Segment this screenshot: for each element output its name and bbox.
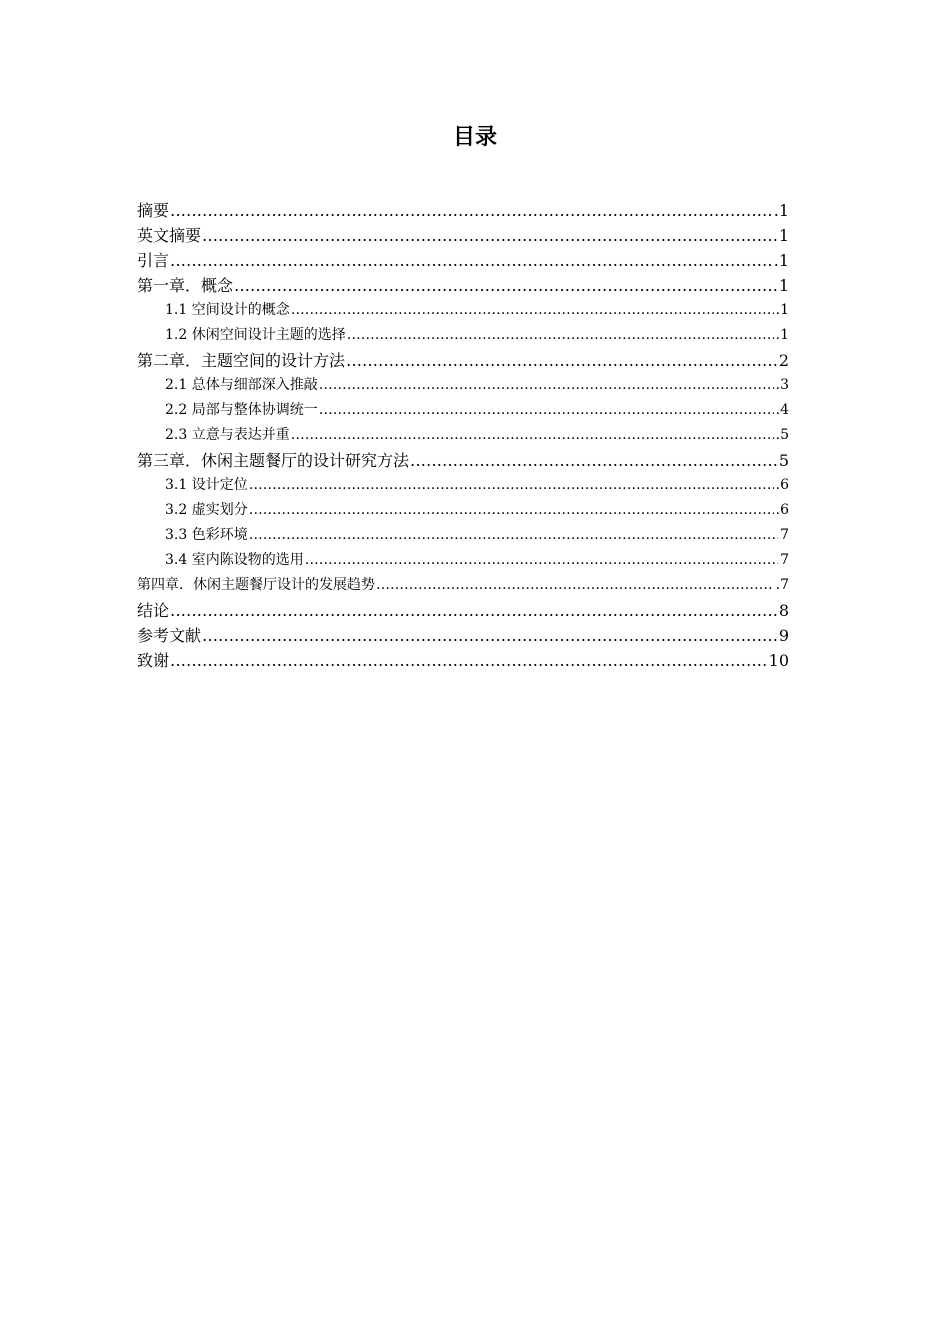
- dot-leader: [202, 623, 777, 648]
- toc-entry-label: 英文摘要: [137, 226, 202, 245]
- toc-entry-section-2-2[interactable]: [137, 398, 789, 423]
- dot-leader: [249, 498, 774, 523]
- toc-entry-page: 7: [780, 552, 789, 568]
- toc-entry-section-3-1[interactable]: [137, 473, 789, 498]
- toc-entry-page: 8: [778, 601, 789, 620]
- toc-entry-page: 10: [768, 651, 789, 670]
- toc-entry-abstract[interactable]: [137, 198, 789, 223]
- toc-entry-label: 第三章．休闲主题餐厅的设计研究方法: [137, 451, 410, 470]
- toc-entry-section-3-3[interactable]: [137, 523, 789, 548]
- toc-entry-section-2-3[interactable]: [137, 423, 789, 448]
- toc-entry-introduction[interactable]: [137, 248, 789, 273]
- toc-entry-label: 第四章．休闲主题餐厅设计的发展趋势: [137, 577, 375, 593]
- toc-entry-label: 第一章．概念: [137, 276, 234, 295]
- table-of-contents: [137, 198, 789, 673]
- dot-leader: [305, 548, 778, 573]
- toc-entry-conclusion[interactable]: [137, 598, 789, 623]
- dot-leader: [170, 648, 767, 673]
- toc-entry-page: 5: [778, 451, 789, 470]
- toc-entry-section-1-1[interactable]: [137, 298, 789, 323]
- toc-entry-label: 引言: [137, 251, 170, 270]
- toc-entry-page: .5: [775, 427, 789, 443]
- toc-entry-chapter-1[interactable]: [137, 273, 789, 298]
- toc-entry-page: .1: [773, 201, 789, 220]
- dot-leader: [319, 373, 774, 398]
- toc-entry-label: 3.3 色彩环境: [165, 527, 248, 543]
- toc-entry-label: 1.1 空间设计的概念: [165, 302, 290, 318]
- toc-entry-page: .1: [775, 302, 789, 318]
- toc-entry-page: 1: [778, 276, 789, 295]
- dot-leader: [346, 348, 777, 373]
- toc-entry-page: .6: [775, 502, 789, 518]
- toc-entry-label: 3.1 设计定位: [165, 477, 248, 493]
- toc-entry-section-2-1[interactable]: [137, 373, 789, 398]
- toc-entry-page: .7: [775, 577, 789, 593]
- toc-entry-page: .1: [773, 251, 789, 270]
- toc-entry-section-1-2[interactable]: [137, 323, 789, 348]
- toc-entry-label: 1.2 休闲空间设计主题的选择: [165, 327, 346, 343]
- toc-entry-label: 3.4 室内陈设物的选用: [165, 552, 304, 568]
- toc-entry-label: 2.2 局部与整体协调统一: [165, 402, 318, 418]
- dot-leader: [249, 473, 774, 498]
- toc-entry-acknowledgements[interactable]: [137, 648, 789, 673]
- toc-entry-page: .3: [775, 377, 789, 393]
- dot-leader: [234, 273, 777, 298]
- dot-leader: [249, 523, 778, 548]
- dot-leader: [170, 248, 772, 273]
- toc-entry-references[interactable]: [137, 623, 789, 648]
- toc-entry-english-abstract[interactable]: [137, 223, 789, 248]
- toc-entry-page: 1: [778, 226, 789, 245]
- toc-entry-section-3-4[interactable]: [137, 548, 789, 573]
- dot-leader: [170, 198, 772, 223]
- toc-title: 目录: [452, 125, 497, 150]
- toc-entry-label: 摘要: [137, 201, 170, 220]
- dot-leader: [319, 398, 774, 423]
- toc-entry-chapter-3[interactable]: [137, 448, 789, 473]
- toc-entry-chapter-2[interactable]: [137, 348, 789, 373]
- toc-entry-label: 致谢: [137, 651, 170, 670]
- toc-entry-page: .4: [775, 402, 789, 418]
- dot-leader: [291, 298, 774, 323]
- toc-entry-label: 2.1 总体与细部深入推敲: [165, 377, 318, 393]
- toc-entry-section-3-2[interactable]: [137, 498, 789, 523]
- toc-entry-label: 参考文献: [137, 626, 202, 645]
- toc-entry-label: 结论: [137, 601, 170, 620]
- toc-entry-label: 3.2 虚实划分: [165, 502, 248, 518]
- toc-entry-page: .1: [775, 327, 789, 343]
- dot-leader: [170, 598, 777, 623]
- dot-leader: [410, 448, 777, 473]
- dot-leader: [376, 573, 774, 598]
- toc-entry-page: 2: [778, 351, 789, 370]
- toc-entry-page: 9: [778, 626, 789, 645]
- toc-entry-chapter-4[interactable]: [137, 573, 789, 598]
- toc-entry-page: .6: [775, 477, 789, 493]
- dot-leader: [347, 323, 774, 348]
- dot-leader: [291, 423, 774, 448]
- toc-entry-label: 第二章．主题空间的设计方法: [137, 351, 346, 370]
- dot-leader: [202, 223, 777, 248]
- toc-entry-label: 2.3 立意与表达并重: [165, 427, 290, 443]
- toc-entry-page: 7: [780, 527, 789, 543]
